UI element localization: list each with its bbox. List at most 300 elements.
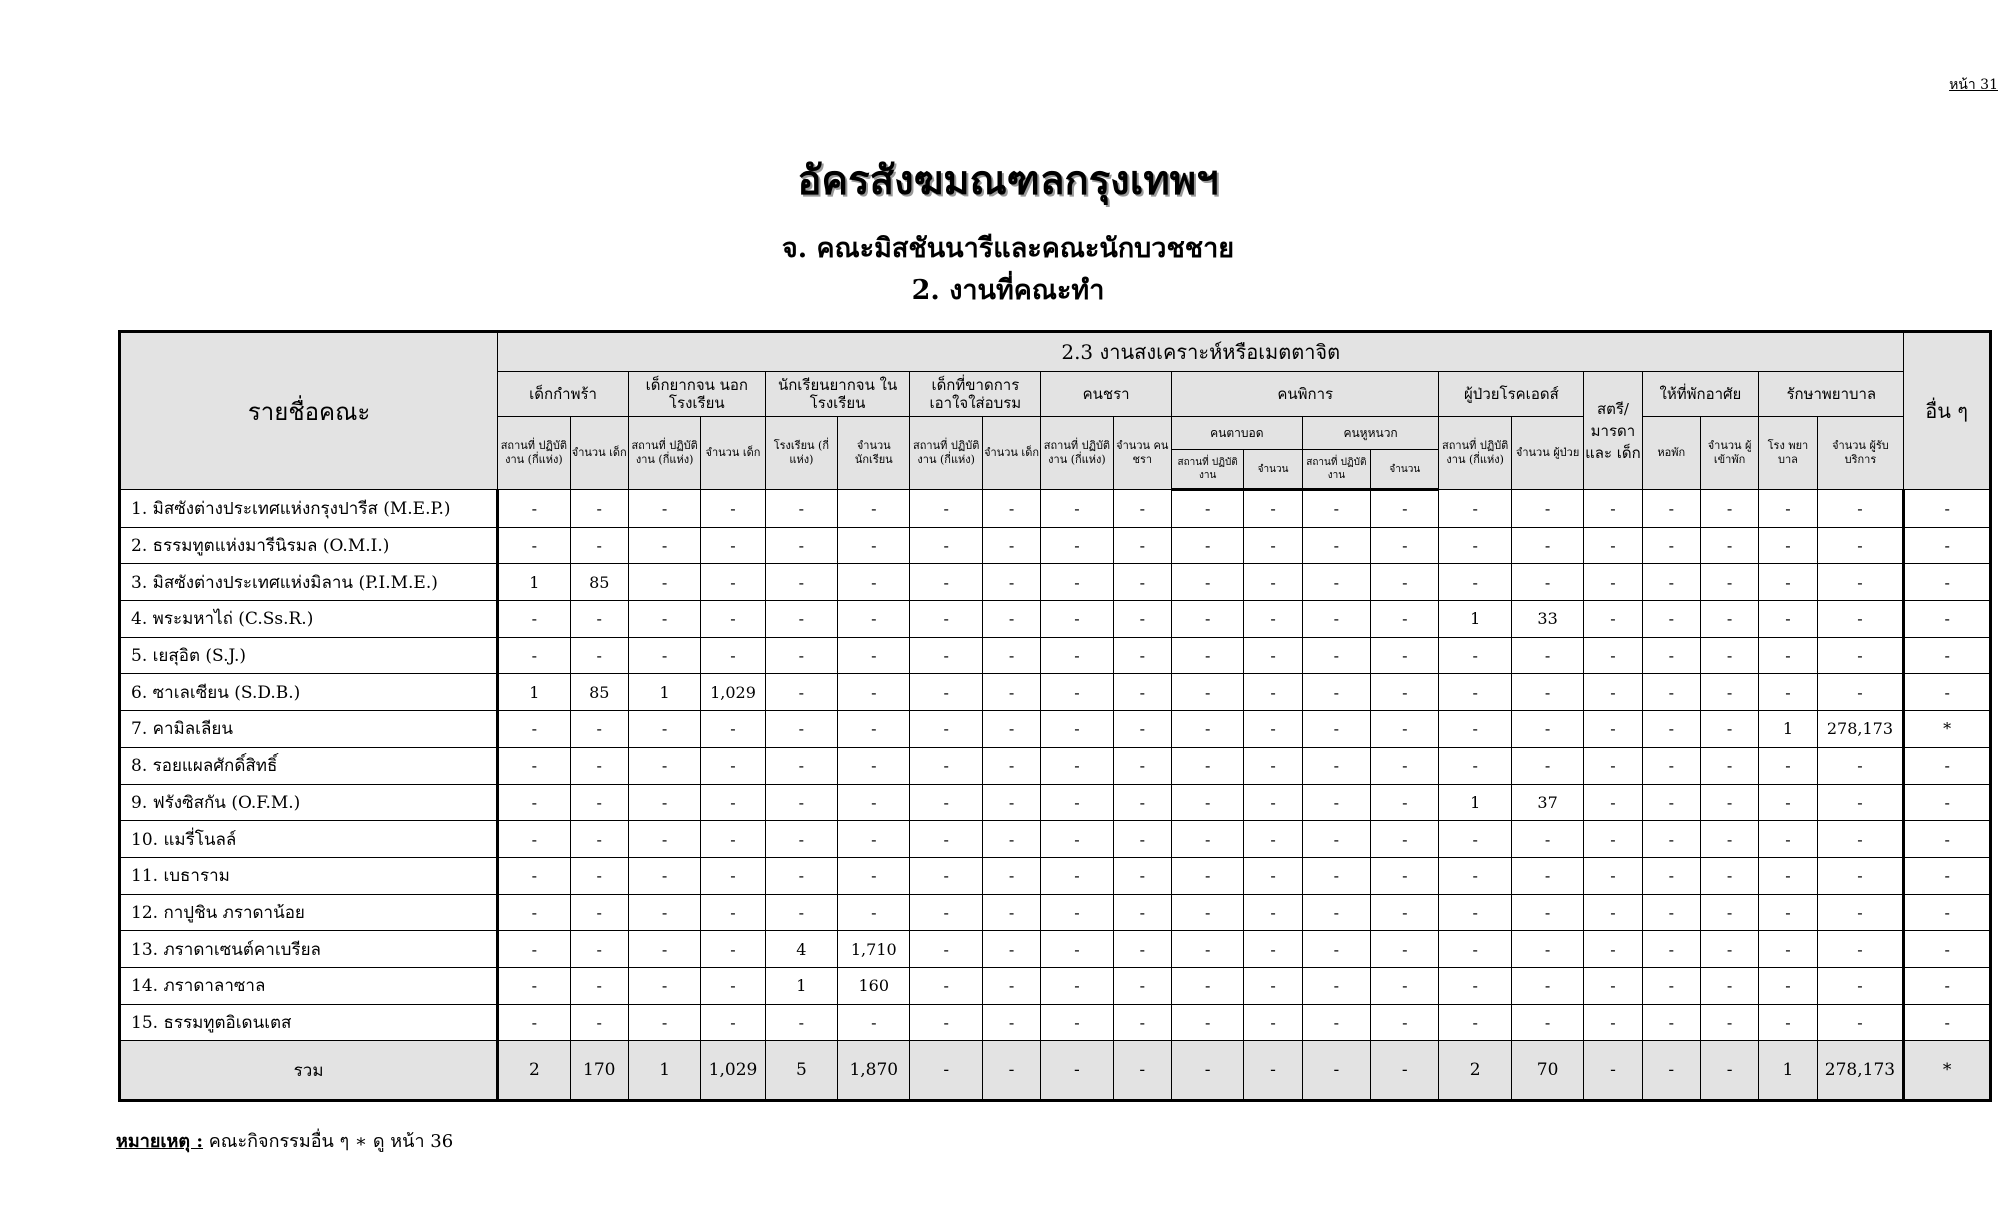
table-cell: 1 — [498, 564, 570, 601]
table-cell: - — [1759, 564, 1817, 601]
page-number: หน้า 31 — [1949, 77, 1998, 93]
table-cell: - — [982, 674, 1040, 711]
header-poor-students-count: จำนวน นักเรียน — [838, 417, 910, 490]
table-cell: - — [1041, 894, 1113, 931]
table-row — [120, 637, 1991, 674]
table-cell: - — [1700, 747, 1758, 784]
table-cell: - — [838, 527, 910, 564]
table-cell: - — [628, 564, 700, 601]
table-cell: - — [1584, 857, 1642, 894]
header-shelter-dormitory: หอพัก — [1642, 417, 1700, 490]
table-cell: 85 — [570, 674, 628, 711]
table-cell: - — [1113, 1004, 1171, 1041]
table-cell: - — [1244, 967, 1302, 1004]
total-cell: - — [1041, 1041, 1113, 1101]
table-cell: - — [628, 857, 700, 894]
table-cell: - — [1041, 967, 1113, 1004]
table-cell: - — [1302, 857, 1370, 894]
table-row — [120, 857, 1991, 894]
table-cell: - — [1817, 747, 1904, 784]
table-cell: - — [1439, 637, 1511, 674]
table-cell: 85 — [570, 564, 628, 601]
table-cell: - — [1700, 821, 1758, 858]
table-cell: - — [1371, 711, 1439, 748]
table-cell: - — [1904, 931, 1991, 968]
table-cell: - — [765, 601, 837, 638]
table-cell: - — [628, 711, 700, 748]
total-cell: - — [1302, 1041, 1370, 1101]
table-cell: - — [498, 601, 570, 638]
table-cell: - — [701, 747, 765, 784]
table-cell: - — [1759, 784, 1817, 821]
header-shelter: ให้ที่พักอาศัย — [1642, 372, 1759, 417]
table-cell: - — [1041, 674, 1113, 711]
table-cell: - — [1171, 490, 1243, 528]
table-cell: 1 — [1439, 784, 1511, 821]
table-cell: - — [982, 601, 1040, 638]
table-cell: - — [701, 967, 765, 1004]
table-cell: - — [1817, 857, 1904, 894]
table-cell: - — [1171, 564, 1243, 601]
table-cell: - — [910, 747, 982, 784]
table-cell: - — [1371, 821, 1439, 858]
congregation-name-cell: 8. รอยแผลศักดิ์สิทธิ์ — [120, 747, 498, 784]
table-cell: - — [1904, 674, 1991, 711]
table-cell: - — [1113, 564, 1171, 601]
total-cell: 2 — [1439, 1041, 1511, 1101]
table-cell: - — [498, 931, 570, 968]
table-row — [120, 527, 1991, 564]
table-cell: - — [1904, 857, 1991, 894]
table-cell: - — [1041, 527, 1113, 564]
table-cell: - — [1584, 601, 1642, 638]
header-neglected-children: เด็กที่ขาดการ เอาใจใส่อบรม — [910, 372, 1041, 417]
table-cell: - — [1904, 637, 1991, 674]
table-cell: - — [910, 637, 982, 674]
table-cell: - — [1302, 674, 1370, 711]
table-cell: - — [1700, 490, 1758, 528]
table-cell: - — [1700, 967, 1758, 1004]
table-cell: - — [1817, 821, 1904, 858]
table-cell: - — [1244, 564, 1302, 601]
table-cell: - — [1642, 967, 1700, 1004]
table-cell: - — [1371, 527, 1439, 564]
table-cell: - — [1904, 894, 1991, 931]
table-cell: - — [1642, 564, 1700, 601]
table-cell: - — [628, 490, 700, 528]
table-cell: - — [1584, 711, 1642, 748]
table-cell: - — [838, 674, 910, 711]
table-cell: - — [910, 821, 982, 858]
total-label: รวม — [120, 1041, 498, 1101]
table-cell: - — [1439, 967, 1511, 1004]
table-row — [120, 894, 1991, 931]
table-cell: - — [1171, 1004, 1243, 1041]
table-cell: - — [498, 1004, 570, 1041]
table-cell: - — [1244, 931, 1302, 968]
header-poor-students: นักเรียนยากจน ในโรงเรียน — [765, 372, 910, 417]
table-cell: - — [1642, 1004, 1700, 1041]
table-cell: - — [1904, 1004, 1991, 1041]
table-cell: - — [628, 637, 700, 674]
table-cell: - — [628, 894, 700, 931]
table-cell: - — [1371, 637, 1439, 674]
table-cell: 1 — [498, 674, 570, 711]
congregation-name-cell: 12. กาปูชิน ภราดาน้อย — [120, 894, 498, 931]
table-row — [120, 1004, 1991, 1041]
table-cell: - — [570, 821, 628, 858]
table-cell: - — [1302, 747, 1370, 784]
table-cell: 1 — [1439, 601, 1511, 638]
table-cell: 278,173 — [1817, 711, 1904, 748]
table-cell: - — [628, 601, 700, 638]
table-cell: - — [1171, 967, 1243, 1004]
table-cell: - — [1302, 931, 1370, 968]
table-cell: - — [1759, 857, 1817, 894]
table-cell: - — [765, 747, 837, 784]
table-cell: - — [838, 711, 910, 748]
table-cell: - — [910, 564, 982, 601]
table-cell: - — [1700, 784, 1758, 821]
table-cell: - — [910, 784, 982, 821]
table-cell: - — [910, 601, 982, 638]
table-cell: - — [1371, 1004, 1439, 1041]
table-cell: - — [570, 894, 628, 931]
table-cell: - — [1113, 931, 1171, 968]
table-cell: - — [982, 857, 1040, 894]
table-cell: - — [1700, 674, 1758, 711]
table-cell: - — [1244, 894, 1302, 931]
table-cell: - — [701, 601, 765, 638]
table-cell: - — [1371, 564, 1439, 601]
table-cell: - — [765, 857, 837, 894]
table-cell: - — [1171, 711, 1243, 748]
table-cell: - — [1244, 747, 1302, 784]
table-cell: - — [982, 931, 1040, 968]
table-cell: - — [1171, 527, 1243, 564]
table-cell: - — [701, 894, 765, 931]
table-cell: - — [765, 637, 837, 674]
header-medical: รักษาพยาบาล — [1759, 372, 1904, 417]
table-cell: - — [701, 527, 765, 564]
table-cell: - — [498, 857, 570, 894]
table-cell: - — [1904, 564, 1991, 601]
table-cell: - — [765, 674, 837, 711]
table-cell: - — [1817, 637, 1904, 674]
total-cell: - — [1700, 1041, 1758, 1101]
table-cell: - — [1759, 490, 1817, 528]
table-cell: - — [1642, 637, 1700, 674]
table-cell: - — [910, 674, 982, 711]
table-cell: - — [498, 490, 570, 528]
table-cell: - — [1584, 821, 1642, 858]
table-row — [120, 490, 1991, 528]
table-cell: - — [838, 1004, 910, 1041]
table-cell: 4 — [765, 931, 837, 968]
table-cell: - — [1171, 821, 1243, 858]
table-cell: - — [1759, 674, 1817, 711]
table-cell: - — [498, 784, 570, 821]
table-cell: - — [1642, 490, 1700, 528]
table-cell: - — [1511, 527, 1583, 564]
congregation-name-cell: 15. ธรรมทูตอิเดนเตส — [120, 1004, 498, 1041]
table-cell: - — [1817, 894, 1904, 931]
table-cell: - — [1302, 784, 1370, 821]
total-row — [120, 1041, 1991, 1101]
table-cell: - — [570, 747, 628, 784]
total-cell: 170 — [570, 1041, 628, 1101]
table-cell: - — [765, 784, 837, 821]
table-cell: - — [982, 967, 1040, 1004]
table-cell: - — [910, 967, 982, 1004]
table-cell: - — [1700, 637, 1758, 674]
table-cell: - — [1511, 490, 1583, 528]
congregation-name-cell: 11. เบธาราม — [120, 857, 498, 894]
table-cell: - — [1439, 747, 1511, 784]
header-blind: คนตาบอด — [1171, 417, 1302, 450]
table-cell: - — [1244, 527, 1302, 564]
congregation-name-cell: 7. คามิลเลียน — [120, 711, 498, 748]
table-cell: - — [982, 637, 1040, 674]
table-cell: - — [701, 564, 765, 601]
header-poor-out-school-count: จำนวน เด็ก — [701, 417, 765, 490]
table-cell: - — [1371, 894, 1439, 931]
table-cell: - — [1439, 674, 1511, 711]
table-cell: - — [1371, 931, 1439, 968]
table-row — [120, 674, 1991, 711]
table-cell: - — [1371, 857, 1439, 894]
congregation-name-cell: 5. เยสุอิต (S.J.) — [120, 637, 498, 674]
header-orphans-count: จำนวน เด็ก — [570, 417, 628, 490]
table-cell: - — [701, 637, 765, 674]
table-cell: - — [1171, 674, 1243, 711]
table-row — [120, 931, 1991, 968]
table-cell: - — [1904, 747, 1991, 784]
table-cell: - — [570, 931, 628, 968]
table-cell: - — [982, 821, 1040, 858]
total-cell: 2 — [498, 1041, 570, 1101]
table-cell: - — [570, 857, 628, 894]
table-cell: 33 — [1511, 601, 1583, 638]
table-cell: - — [570, 527, 628, 564]
table-cell: - — [1584, 967, 1642, 1004]
table-cell: - — [628, 967, 700, 1004]
table-cell: - — [982, 564, 1040, 601]
header-neglected-place: สถานที่ ปฏิบัติงาน (กี่แห่ง) — [910, 417, 982, 490]
table-cell: - — [1759, 931, 1817, 968]
table-cell: - — [910, 527, 982, 564]
congregation-name-cell: 1. มิสซังต่างประเทศแห่งกรุงปารีส (M.E.P.) — [120, 490, 498, 528]
table-cell: - — [1904, 821, 1991, 858]
table-cell: - — [1584, 527, 1642, 564]
table-cell: - — [1642, 527, 1700, 564]
table-cell: - — [1113, 711, 1171, 748]
table-cell: - — [1700, 1004, 1758, 1041]
table-cell: - — [570, 967, 628, 1004]
table-cell: - — [1700, 857, 1758, 894]
table-cell: - — [1439, 821, 1511, 858]
table-cell: * — [1904, 711, 1991, 748]
table-cell: - — [1759, 1004, 1817, 1041]
header-section-2-3: 2.3 งานสงเคราะห์หรือเมตตาจิต — [498, 332, 1904, 372]
table-cell: - — [1302, 821, 1370, 858]
total-cell: * — [1904, 1041, 1991, 1101]
table-cell: - — [1584, 931, 1642, 968]
table-cell: - — [838, 637, 910, 674]
table-cell: - — [1817, 784, 1904, 821]
page-subtitle-section: 2. งานที่คณะทำ — [911, 275, 1105, 306]
table-cell: - — [1642, 784, 1700, 821]
table-cell: - — [1171, 894, 1243, 931]
table-cell: - — [1511, 747, 1583, 784]
table-cell: - — [1244, 821, 1302, 858]
page-title: อัครสังฆมณฑลกรุงเทพฯ — [797, 157, 1219, 204]
table-cell: 1 — [628, 674, 700, 711]
table-cell: - — [498, 711, 570, 748]
table-cell: - — [765, 490, 837, 528]
table-cell: - — [1642, 711, 1700, 748]
table-cell: - — [498, 747, 570, 784]
table-cell: - — [838, 564, 910, 601]
header-orphans: เด็กกำพร้า — [498, 372, 629, 417]
total-cell: - — [1171, 1041, 1243, 1101]
table-cell: - — [1302, 1004, 1370, 1041]
table-cell: - — [1171, 601, 1243, 638]
table-cell: - — [1371, 490, 1439, 528]
table-cell: - — [1439, 564, 1511, 601]
congregation-name-cell: 3. มิสซังต่างประเทศแห่งมิลาน (P.I.M.E.) — [120, 564, 498, 601]
table-cell: - — [1584, 747, 1642, 784]
table-cell: - — [1817, 1004, 1904, 1041]
table-cell: - — [1244, 674, 1302, 711]
table-cell: - — [498, 967, 570, 1004]
table-cell: - — [1371, 784, 1439, 821]
table-cell: - — [765, 894, 837, 931]
table-cell: - — [765, 1004, 837, 1041]
table-cell: - — [1041, 931, 1113, 968]
table-cell: 1 — [765, 967, 837, 1004]
table-cell: - — [628, 527, 700, 564]
table-cell: - — [1113, 784, 1171, 821]
table-cell: 1,029 — [701, 674, 765, 711]
table-cell: - — [982, 747, 1040, 784]
table-cell: - — [1584, 894, 1642, 931]
table-cell: - — [1113, 747, 1171, 784]
header-orphans-place: สถานที่ ปฏิบัติงาน (กี่แห่ง) — [498, 417, 570, 490]
table-cell: - — [1700, 601, 1758, 638]
total-cell: 278,173 — [1817, 1041, 1904, 1101]
table-row — [120, 601, 1991, 638]
table-cell: - — [1113, 857, 1171, 894]
table-cell: - — [1439, 857, 1511, 894]
header-elderly-place: สถานที่ ปฏิบัติงาน (กี่แห่ง) — [1041, 417, 1113, 490]
table-cell: - — [1817, 601, 1904, 638]
footnote-label: หมายเหตุ : — [116, 1131, 204, 1152]
table-cell: - — [1302, 601, 1370, 638]
table-cell: - — [1041, 711, 1113, 748]
table-cell: - — [1302, 490, 1370, 528]
table-cell: - — [570, 637, 628, 674]
table-cell: 37 — [1511, 784, 1583, 821]
header-blind-place: สถานที่ ปฏิบัติงาน — [1171, 450, 1243, 490]
table-cell: - — [1302, 564, 1370, 601]
table-cell: - — [1439, 711, 1511, 748]
table-cell: - — [1439, 931, 1511, 968]
table-cell: - — [1904, 967, 1991, 1004]
table-cell: - — [1759, 894, 1817, 931]
table-cell: - — [1642, 821, 1700, 858]
table-cell: - — [1511, 1004, 1583, 1041]
table-cell: - — [1700, 564, 1758, 601]
table-cell: - — [1584, 674, 1642, 711]
table-cell: - — [1817, 564, 1904, 601]
table-cell: - — [701, 490, 765, 528]
table-cell: - — [1904, 784, 1991, 821]
header-blind-count: จำนวน — [1244, 450, 1302, 490]
table-cell: - — [1904, 601, 1991, 638]
table-cell: - — [570, 601, 628, 638]
table-cell: - — [1113, 894, 1171, 931]
header-aids-patients: ผู้ป่วยโรคเอดส์ — [1439, 372, 1584, 417]
total-cell: 1,029 — [701, 1041, 765, 1101]
header-congregation-name: รายชื่อคณะ — [120, 332, 498, 490]
table-cell: - — [982, 711, 1040, 748]
table-cell: - — [910, 711, 982, 748]
table-cell: - — [1759, 601, 1817, 638]
total-cell: - — [910, 1041, 982, 1101]
table-cell: - — [1511, 857, 1583, 894]
total-cell: 1,870 — [838, 1041, 910, 1101]
table-cell: - — [1584, 1004, 1642, 1041]
table-cell: - — [1642, 894, 1700, 931]
table-cell: - — [570, 711, 628, 748]
header-aids-count: จำนวน ผู้ป่วย — [1511, 417, 1583, 490]
header-other: อื่น ๆ — [1904, 332, 1991, 490]
table-cell: 1 — [1759, 711, 1817, 748]
table-cell: - — [701, 821, 765, 858]
table-cell: - — [765, 527, 837, 564]
table-cell: - — [1171, 637, 1243, 674]
table-cell: - — [628, 931, 700, 968]
table-cell: - — [1171, 784, 1243, 821]
header-elderly-count: จำนวน คนชรา — [1113, 417, 1171, 490]
table-cell: - — [1041, 637, 1113, 674]
table-cell: - — [910, 1004, 982, 1041]
table-cell: - — [1113, 674, 1171, 711]
table-cell: - — [838, 601, 910, 638]
table-row — [120, 784, 1991, 821]
total-cell: - — [982, 1041, 1040, 1101]
table-cell: - — [1700, 527, 1758, 564]
table-cell: - — [701, 784, 765, 821]
table-cell: - — [1244, 1004, 1302, 1041]
table-cell: - — [1302, 711, 1370, 748]
table-cell: - — [628, 784, 700, 821]
table-cell: - — [1113, 490, 1171, 528]
footnote-text: คณะกิจกรรมอื่น ๆ ∗ ดู หน้า 36 — [203, 1131, 454, 1152]
table-cell: - — [1041, 1004, 1113, 1041]
table-cell: - — [1511, 894, 1583, 931]
congregation-name-cell: 14. ภราดาลาซาล — [120, 967, 498, 1004]
header-deaf: คนหูหนวก — [1302, 417, 1439, 450]
table-cell: - — [1511, 674, 1583, 711]
page-subtitle: จ. คณะมิสชันนารีและคณะนักบวชชาย — [781, 233, 1235, 264]
table-cell: - — [838, 894, 910, 931]
header-women-mothers-children: สตรี/ มารดา และ เด็ก — [1584, 372, 1642, 490]
table-cell: - — [1759, 821, 1817, 858]
table-cell: - — [498, 821, 570, 858]
header-poor-out-school-place: สถานที่ ปฏิบัติงาน (กี่แห่ง) — [628, 417, 700, 490]
